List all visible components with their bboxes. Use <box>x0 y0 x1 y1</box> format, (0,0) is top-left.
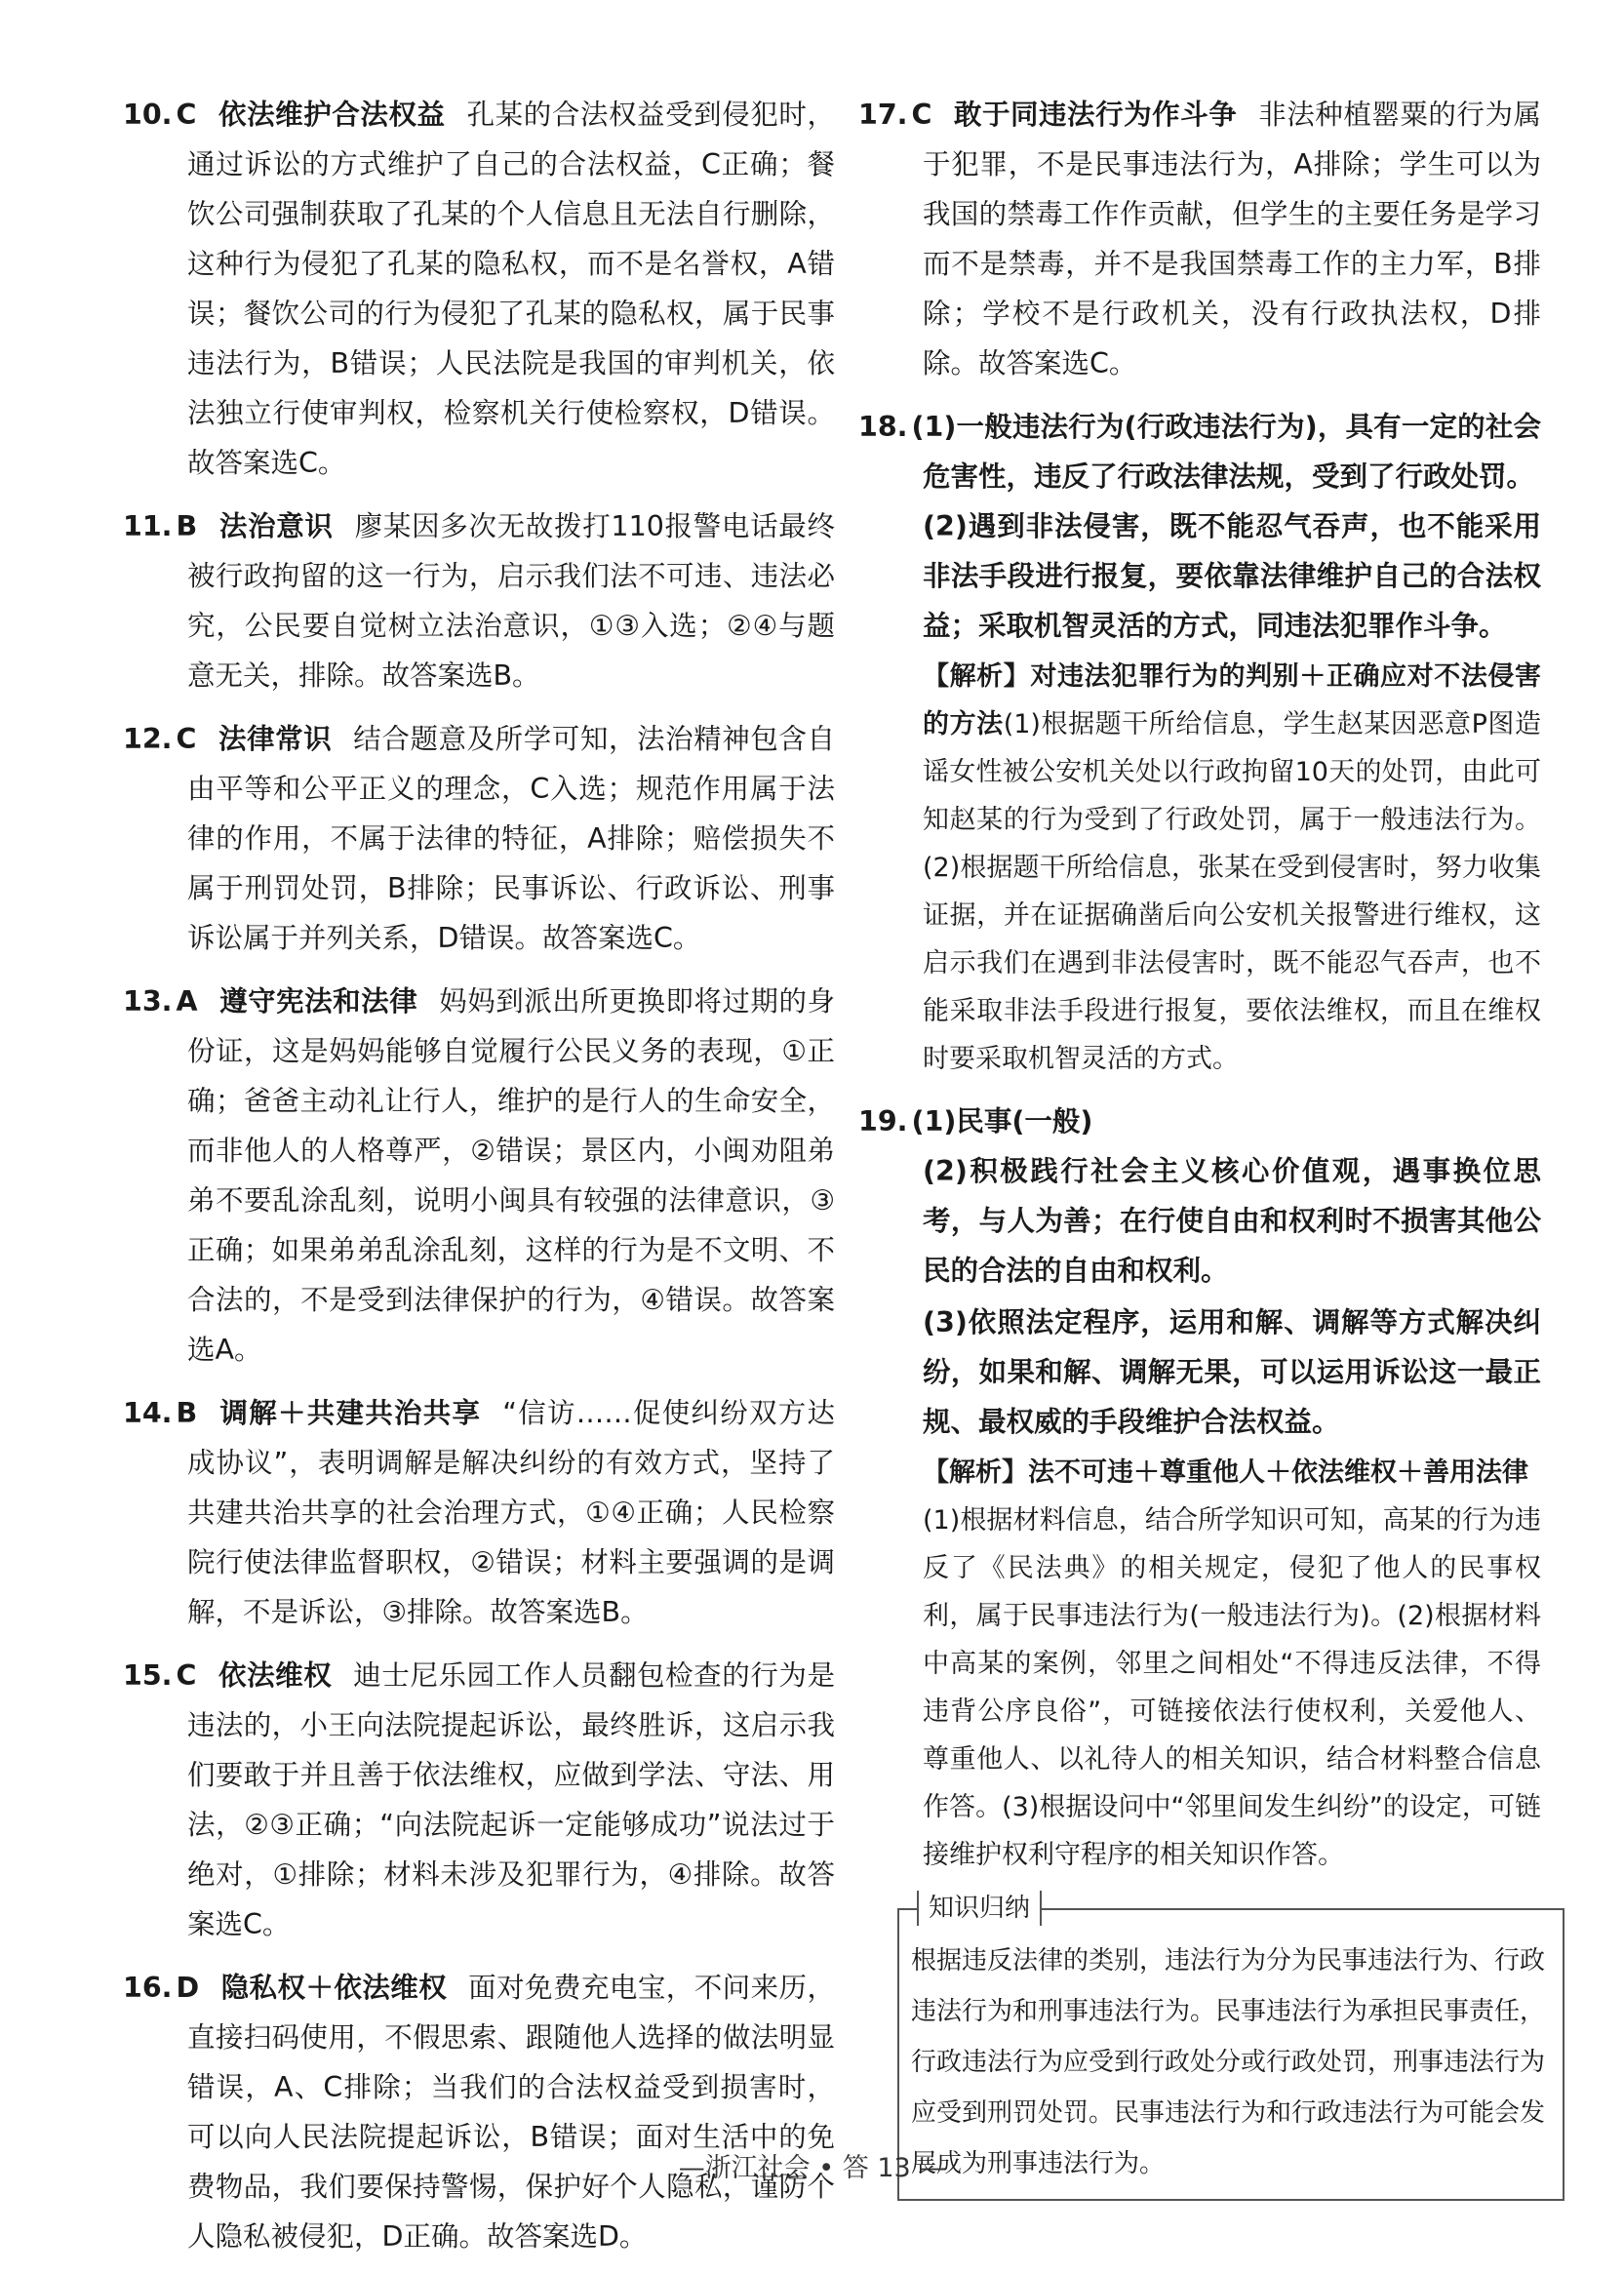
answer-letter: A <box>176 985 198 1018</box>
answer-letter: B <box>176 510 198 542</box>
explanation-text: 面对免费充电宝，不问来历，直接扫码使用，不假思索、跟随他人选择的做法明显错误，A、C排除；当我们的合法权益受到损害时，可以向人民法院提起诉讼，B错误；面对生活中的免费物品，我们要保持警惕，保护好个人隐私，谨防个人隐私被侵犯，D正确。故答案选D。 <box>187 1972 835 2253</box>
answer-item-10 <box>123 90 835 488</box>
topic-tag: 法治意识 <box>218 510 334 542</box>
question-number: 12. <box>123 723 173 755</box>
knowledge-box-title: 知识归纳 <box>917 1891 1042 1926</box>
topic-tag: 依法维权 <box>218 1659 333 1692</box>
answer-letter: D <box>176 1972 200 2004</box>
question-number: 13. <box>123 985 173 1018</box>
question-number: 11. <box>123 510 173 542</box>
analysis-label: 【解析】对违法犯罪行为的判别＋正确应对不法侵害的方法 <box>923 661 1541 739</box>
answer-item-15 <box>123 1651 835 1949</box>
knowledge-box-text: 根据违反法律的类别，违法行为分为民事违法行为、行政违法行为和刑事违法行为。民事违法行为承担民事责任，行政违法行为应受到行政处分或行政处罚，刑事违法行为应受到刑罚处罚。民事违法行为和行政违法行为可能会发展成为刑事违法行为。 <box>911 1946 1546 2178</box>
answer-letter: C <box>176 1659 197 1692</box>
analysis-label: 【解析】法不可违＋尊重他人＋依法维权＋善用法律 <box>923 1457 1528 1488</box>
explanation-text: 迪士尼乐园工作人员翻包检查的行为是违法的，小王向法院提起诉讼，最终胜诉，这启示我们要敢于并且善于依法维权，应做到学法、守法、用法，②③正确；“向法院起诉一定能够成功”说法过于绝对，①排除；材料未涉及犯罪行为，④排除。故答案选C。 <box>187 1659 835 1940</box>
answer-letter: C <box>176 723 197 755</box>
answer-item-19 <box>858 1097 1541 1879</box>
right-column <box>858 90 1546 2201</box>
answer-item-18 <box>858 402 1541 1083</box>
analysis-text: (1)根据材料信息，结合所学知识可知，高某的行为违反了《民法典》的相关规定，侵犯了他人的民事权利，属于民事违法行为(一般违法行为)。(2)根据材料中高某的案例，邻里之间相处“不得违反法律，不得违背公序良俗”，可链接依法行使权利，关爱他人、尊重他人、以礼待人的相关知识，结合材料整合信息作答。(3)根据设问中“邻里间发生纠纷”的设定，可链接维护权利守程序的相关知识作答。 <box>923 1505 1541 1870</box>
topic-tag: 敢于同违法行为作斗争 <box>953 99 1238 131</box>
question-number: 19. <box>858 1105 908 1138</box>
topic-tag: 调解＋共建共治共享 <box>218 1397 482 1429</box>
answer-item-16 <box>123 1963 835 2261</box>
question-number: 17. <box>858 99 908 131</box>
page-footer: —浙江社会 • 答 13 — <box>678 2153 946 2183</box>
analysis-text: (1)根据题干所给信息，学生赵某因恶意P图造谣女性被公安机关处以行政拘留10天的处罚，由此可知赵某的行为受到了行政处罚，属于一般违法行为。(2)根据题干所给信息，张某在受到侵害时，努力收集证据，并在证据确凿后向公安机关报警进行维权，这启示我们在遇到非法侵害时，既不能忍气吞声，也不能采取非法手段进行报复，要依法维权，而且在维权时要采取机智灵活的方式。 <box>923 709 1541 1074</box>
answer-item-17 <box>858 90 1541 388</box>
topic-tag: 法律常识 <box>218 723 333 755</box>
question-number: 10. <box>123 99 173 131</box>
explanation-text: 妈妈到派出所更换即将过期的身份证，这是妈妈能够自觉履行公民义务的表现，①正确；爸爸主动礼让行人，维护的是行人的生命安全，而非他人的人格尊严，②错误；景区内，小闽劝阻弟弟不要乱涂乱刻，说明小闽具有较强的法律意识，③正确；如果弟弟乱涂乱刻，这样的行为是不文明、不合法的，不是受到法律保护的行为，④错误。故答案选A。 <box>187 985 835 1366</box>
answer-part-2: (2)遇到非法侵害，既不能忍气吞声，也不能采用非法手段进行报复，要依靠法律维护自己的合法权益；采取机智灵活的方式，同违法犯罪作斗争。 <box>923 510 1541 642</box>
answer-letter: B <box>176 1397 198 1429</box>
explanation-text: 非法种植罂粟的行为属于犯罪，不是民事违法行为，A排除；学生可以为我国的禁毒工作作贡献，但学生的主要任务是学习而不是禁毒，并不是我国禁毒工作的主力军，B排除；学校不是行政机关，没有行政执法权，D排除。故答案选C。 <box>923 99 1541 379</box>
explanation-text: 廖某因多次无故拨打110报警电话最终被行政拘留的这一行为，启示我们法不可违、违法必究，公民要自觉树立法治意识，①③入选；②④与题意无关，排除。故答案选B。 <box>187 510 835 692</box>
answer-part-3: (3)依照法定程序，运用和解、调解等方式解决纠纷，如果和解、调解无果，可以运用诉讼这一最正规、最权威的手段维护合法权益。 <box>923 1306 1541 1438</box>
question-number: 14. <box>123 1397 173 1429</box>
topic-tag: 隐私权＋依法维权 <box>220 1972 448 2004</box>
answer-item-13 <box>123 977 835 1375</box>
answer-letter: C <box>176 99 197 131</box>
question-number: 16. <box>123 1972 173 2004</box>
answer-item-11 <box>123 501 835 700</box>
explanation-text: 孔某的合法权益受到侵犯时，通过诉讼的方式维护了自己的合法权益，C正确；餐饮公司强制获取了孔某的个人信息且无法自行删除，这种行为侵犯了孔某的隐私权，而不是名誉权，A错误；餐饮公司的行为侵犯了孔某的隐私权，属于民事违法行为，B错误；人民法院是我国的审判机关，依法独立行使审判权，检察机关行使检察权，D错误。故答案选C。 <box>187 99 835 479</box>
question-number: 18. <box>858 411 908 443</box>
topic-tag: 依法维护合法权益 <box>218 99 446 131</box>
answer-part-1: (1)民事(一般) <box>911 1105 1093 1138</box>
answer-part-1: (1)一般违法行为(行政违法行为)，具有一定的社会危害性，违反了行政法律法规，受到了行政处罚。 <box>911 411 1541 493</box>
answer-item-12 <box>123 714 835 963</box>
topic-tag: 遵守宪法和法律 <box>218 985 418 1018</box>
answer-letter: C <box>911 99 932 131</box>
left-column <box>123 90 835 2275</box>
answer-part-2: (2)积极践行社会主义核心价值观，遇事换位思考，与人为善；在行使自由和权利时不损害其他公民的合法的自由和权利。 <box>923 1155 1541 1287</box>
analysis-block <box>858 1449 1541 1879</box>
question-number: 15. <box>123 1659 173 1692</box>
analysis-block <box>858 653 1541 1083</box>
explanation-text: 结合题意及所学可知，法治精神包含自由平等和公平正义的理念，C入选；规范作用属于法律的作用，不属于法律的特征，A排除；赔偿损失不属于刑罚处罚，B排除；民事诉讼、行政诉讼、刑事诉讼属于并列关系，D错误。故答案选C。 <box>187 723 835 954</box>
answer-item-14 <box>123 1388 835 1637</box>
explanation-text: “信访……促使纠纷双方达成协议”，表明调解是解决纠纷的有效方式，坚持了共建共治共享的社会治理方式，①④正确；人民检察院行使法律监督职权，②错误；材料主要强调的是调解，不是诉讼，③排除。故答案选B。 <box>187 1397 835 1628</box>
